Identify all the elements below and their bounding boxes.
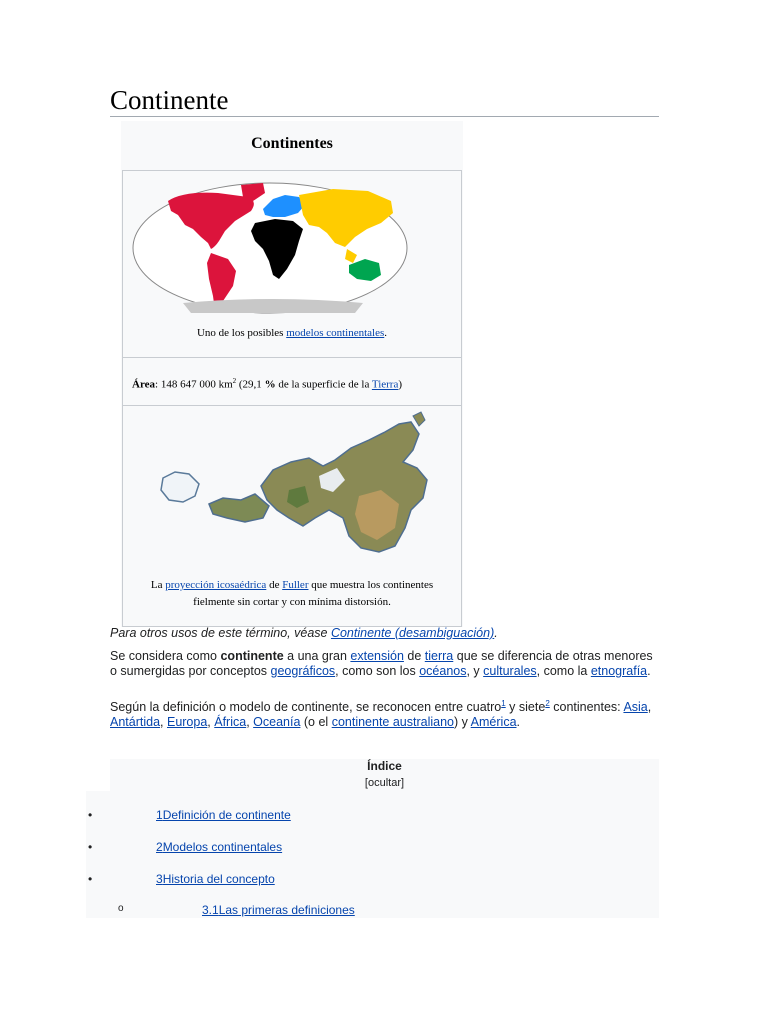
ref-2-link[interactable]: 2 — [545, 698, 550, 708]
toc-bullet: • — [88, 872, 93, 886]
infobox-title: Continentes — [251, 135, 333, 152]
africa-link[interactable]: África — [214, 715, 247, 729]
table-of-contents — [110, 759, 659, 918]
tierra-link[interactable]: Tierra — [371, 378, 399, 391]
ref-1-link[interactable]: 1 — [501, 698, 506, 708]
infobox-map-cell — [122, 170, 462, 358]
infobox-fuller-cell — [122, 405, 462, 627]
etnografia-link[interactable]: etnografía — [590, 664, 648, 678]
toc-bullet: • — [88, 840, 93, 854]
area-label: Área — [132, 378, 156, 391]
hatnote: Para otros usos de este término, véase Continente (desambiguación). — [110, 626, 498, 640]
disambiguation-link[interactable]: Continente (desambiguación) — [330, 626, 495, 640]
map-caption: Uno de los posibles modelos continentales. — [196, 327, 388, 339]
toc-bullet: • — [88, 808, 93, 822]
toc-item-modelos[interactable]: 2Modelos continentales — [156, 840, 283, 854]
title-divider — [110, 116, 659, 117]
europa-link[interactable]: Europa — [166, 715, 208, 729]
toc-sub-bullet: o — [118, 903, 124, 914]
area-row: Área: 148 647 000 $km^2$ (29,1 % de la superficie de la Tierra) — [132, 377, 403, 391]
page-title: Continente — [110, 85, 229, 115]
infobox — [121, 121, 463, 627]
toc-heading: Índice — [367, 759, 402, 773]
oceanos-link[interactable]: océanos — [419, 664, 467, 678]
fuller-caption-line1: La proyección icosaédrica de Fuller que muestra los continentes — [150, 579, 434, 591]
oceania-link[interactable]: Oceanía — [253, 715, 301, 729]
toc-item-primeras-definiciones[interactable]: 3.1Las primeras definiciones — [202, 903, 355, 917]
definition-paragraph: Según la definición o modelo de continente, se reconocen entre cuatro$^1$ y siete$^2$ continentes: Asia, Antártida, Europa, África, Oceanía (o el continente australiano) y América. — [110, 698, 652, 729]
infobox-area-cell — [122, 357, 462, 406]
toc-item-definicion[interactable]: 1Definición de continente — [156, 808, 291, 822]
map-region-antarctica — [183, 299, 363, 313]
fuller-caption-line2: fielmente sin cortar y con mínima distorsión. — [193, 596, 391, 608]
toc-item-historia[interactable]: 3Historia del concepto — [156, 872, 275, 886]
extension-link[interactable]: extensión — [350, 649, 404, 663]
intro-paragraph: Se considera como continente a una gran extensión de tierra que se diferencia de otras menores o sumergidas por conceptos geográficos, como son los océanos, y culturales, como la etnografía. — [110, 649, 653, 678]
america-link[interactable]: América — [470, 715, 517, 729]
fuller-projection-map[interactable] — [123, 406, 463, 576]
proyeccion-icosaedrica-link[interactable]: proyección icosaédrica — [165, 579, 267, 591]
modelos-continentales-link[interactable]: modelos continentales — [286, 327, 385, 339]
fuller-link[interactable]: Fuller — [282, 579, 309, 591]
tierra-text-link[interactable]: tierra — [424, 649, 454, 663]
asia-link[interactable]: Asia — [623, 700, 648, 714]
geograficos-link[interactable]: geográficos — [270, 664, 336, 678]
culturales-link[interactable]: culturales — [483, 664, 537, 678]
continente-australiano-link[interactable]: continente australiano — [331, 715, 454, 729]
toc-toggle[interactable]: [ocultar] — [364, 777, 405, 789]
antartida-link[interactable]: Antártida — [110, 715, 161, 729]
